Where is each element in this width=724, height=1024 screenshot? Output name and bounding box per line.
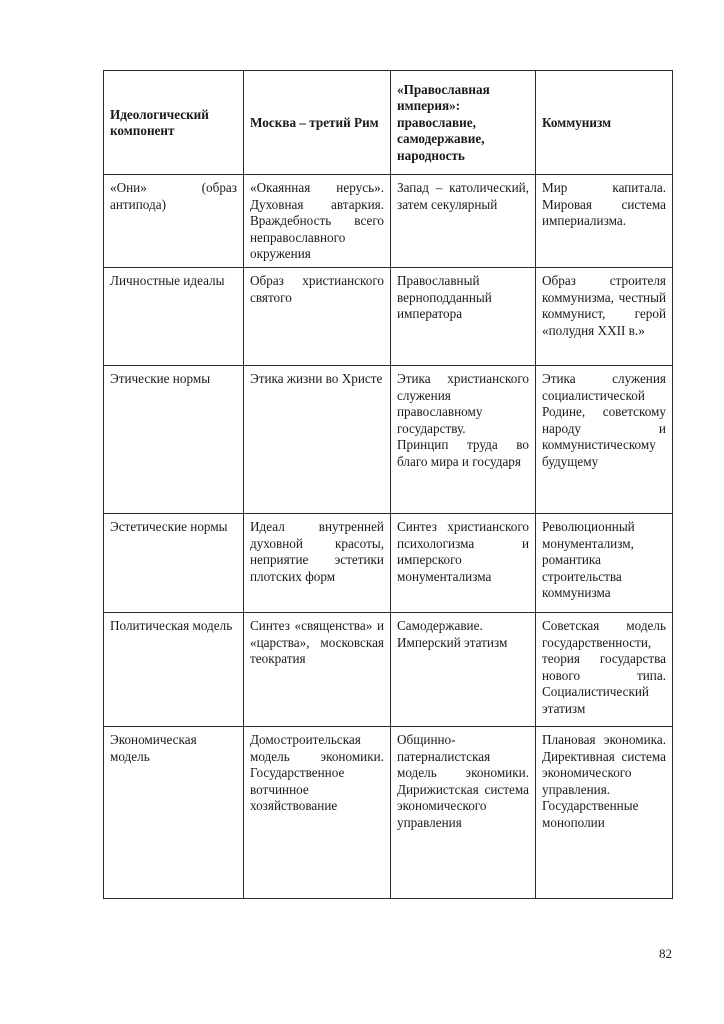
cell-component: Личностные идеалы — [104, 268, 244, 366]
cell-moscow: Этика жизни во Христе — [244, 366, 391, 514]
cell-empire — [391, 366, 536, 514]
cell-communism: Этика служения социалистической Родине, советскому народу и коммунистическому будущему — [536, 366, 673, 514]
cell-communism: Революционный монументализм, романтика строительства коммунизма — [536, 514, 673, 613]
page-number: 82 — [659, 946, 672, 961]
cell-moscow: Образ христианского святого — [244, 268, 391, 366]
cell-moscow: Идеал внутренней духовной красоты, неприятие эстетики плотских форм — [244, 514, 391, 613]
header-moscow-third-rome: Москва – третий Рим — [244, 71, 391, 175]
header-communism: Коммунизм — [536, 71, 673, 175]
header-component: Идеологический компонент — [104, 71, 244, 175]
cell-empire: Православный верноподданный императора — [391, 268, 536, 366]
table-row — [104, 727, 673, 899]
cell-component: Экономическая модель — [104, 727, 244, 899]
cell-component: Политическая модель — [104, 613, 244, 727]
cell-empire: Запад – католический, затем секулярный — [391, 175, 536, 268]
cell-empire: Общинно-патерналистская модель экономики. Дирижистская система экономического управления — [391, 727, 536, 899]
cell-component: Этические нормы — [104, 366, 244, 514]
cell-component: «Они» (образ антипода) — [104, 175, 244, 268]
table-row — [104, 175, 673, 268]
cell-empire: Самодержавие. Имперский этатизм — [391, 613, 536, 727]
cell-communism: Советская модель государственности, теория государства нового типа. Социалистический этатизм — [536, 613, 673, 727]
cell-moscow: Домостроительская модель экономики. Государственное вотчинное хозяйствование — [244, 727, 391, 899]
cell-communism: Образ строителя коммунизма, честный коммунист, герой «полудня XXII в.» — [536, 268, 673, 366]
cell-empire: Синтез христианского психологизма и имперского монументализма — [391, 514, 536, 613]
cell-communism: Мир капитала. Мировая система империализма. — [536, 175, 673, 268]
table-row — [104, 514, 673, 613]
cell-moscow: «Окаянная нерусь». Духовная автаркия. Враждебность всего неправославного окружения — [244, 175, 391, 268]
cell-empire-paragraph: Этика христианского служения православному государству. — [397, 371, 529, 436]
cell-empire-paragraph: Принцип труда во благо мира и государя — [397, 437, 529, 469]
table-header-row — [104, 71, 673, 175]
cell-communism: Плановая экономика. Директивная система экономического управления. Государственные монополии — [536, 727, 673, 899]
table-row — [104, 366, 673, 514]
cell-component: Эстетические нормы — [104, 514, 244, 613]
cell-moscow: Синтез «священства» и «царства», московская теократия — [244, 613, 391, 727]
table-row — [104, 268, 673, 366]
header-orthodox-empire: «Православная империя»: православие, самодержавие, народность — [391, 71, 536, 175]
ideology-comparison-table — [103, 70, 673, 899]
table-row — [104, 613, 673, 727]
